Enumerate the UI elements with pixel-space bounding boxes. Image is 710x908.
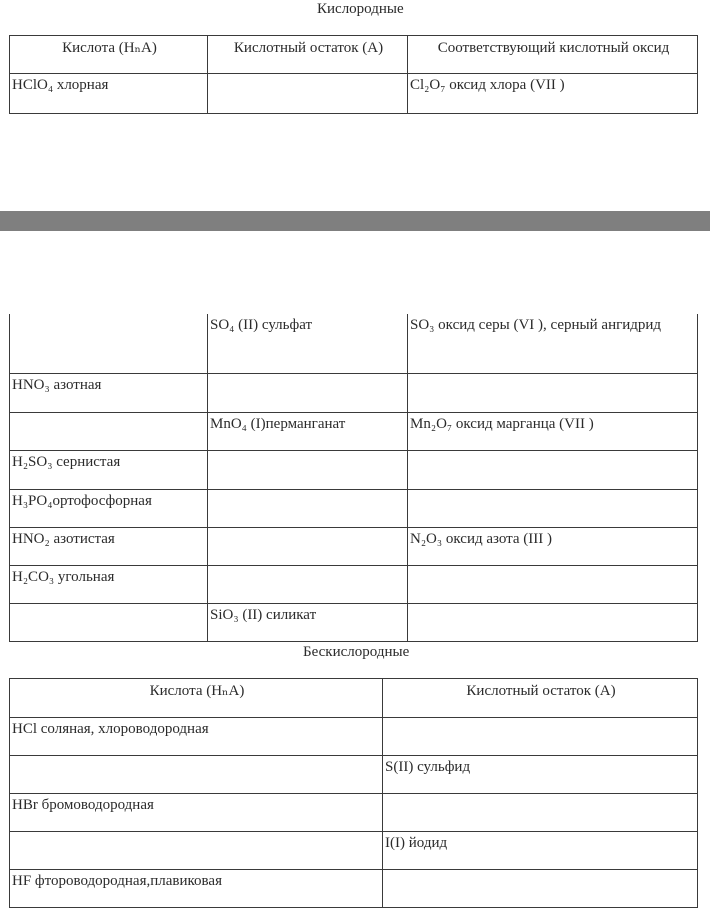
oxygen-free-acids-table	[9, 678, 698, 908]
cell-residue: S(II) сульфид	[383, 756, 698, 794]
cell-residue: SO₄ (II) сульфат	[208, 314, 408, 373]
cell-acid: H₃PO₄ортофосфорная	[10, 489, 208, 527]
section-title-oxygen-free: Бескислородные	[303, 644, 410, 660]
table-row	[10, 373, 698, 412]
cell-oxide	[408, 450, 698, 489]
cell-residue	[208, 527, 408, 565]
cell-acid: HF фтороводородная,плавиковая	[10, 870, 383, 908]
table-row	[10, 565, 698, 603]
table-header-row	[10, 679, 698, 718]
column-header-acid: Кислота (HₙA)	[10, 36, 208, 74]
cell-acid	[10, 603, 208, 641]
table-row	[10, 489, 698, 527]
column-header-oxide: Соответствующий кислотный оксид	[408, 36, 698, 74]
cell-oxide: Mn₂O₇ оксид марганца (VII )	[408, 412, 698, 450]
column-header-residue: Кислотный остаток (A)	[383, 679, 698, 718]
cell-acid	[10, 314, 208, 373]
column-header-residue: Кислотный остаток (A)	[208, 36, 408, 74]
page-separator	[0, 211, 710, 231]
table-row	[10, 314, 698, 373]
cell-oxide	[408, 373, 698, 412]
cell-acid: HBr бромоводородная	[10, 794, 383, 832]
table-row	[10, 74, 698, 114]
table-row	[10, 832, 698, 870]
cell-residue	[383, 794, 698, 832]
cell-residue: SiO₃ (II) силикат	[208, 603, 408, 641]
cell-oxide: N₂O₃ оксид азота (III )	[408, 527, 698, 565]
cell-residue	[383, 870, 698, 908]
table-row	[10, 412, 698, 450]
cell-acid	[10, 832, 383, 870]
section-title-oxygen: Кислородные	[317, 1, 404, 17]
cell-oxide	[408, 489, 698, 527]
cell-residue	[383, 718, 698, 756]
cell-acid: HNO₃ азотная	[10, 373, 208, 412]
cell-acid	[10, 412, 208, 450]
table-row	[10, 450, 698, 489]
cell-acid: HNO₂ азотистая	[10, 527, 208, 565]
cell-acid: HCl соляная, хлороводородная	[10, 718, 383, 756]
cell-residue	[208, 565, 408, 603]
cell-residue	[208, 450, 408, 489]
table-header-row	[10, 36, 698, 74]
table-row	[10, 794, 698, 832]
cell-residue: I(I) йодид	[383, 832, 698, 870]
cell-residue	[208, 489, 408, 527]
table-row	[10, 603, 698, 641]
cell-residue	[208, 74, 408, 114]
column-header-acid: Кислота (HₙA)	[10, 679, 383, 718]
cell-oxide: Cl₂O₇ оксид хлора (VII )	[408, 74, 698, 114]
cell-residue	[208, 373, 408, 412]
table-row	[10, 870, 698, 908]
oxygen-acids-table-continued	[9, 314, 698, 642]
cell-oxide	[408, 565, 698, 603]
cell-residue: MnO₄ (I)перманганат	[208, 412, 408, 450]
cell-acid: H₂SO₃ сернистая	[10, 450, 208, 489]
oxygen-acids-table	[9, 35, 698, 114]
cell-acid	[10, 756, 383, 794]
table-row	[10, 718, 698, 756]
table-row	[10, 527, 698, 565]
cell-acid: H₂CO₃ угольная	[10, 565, 208, 603]
cell-oxide	[408, 603, 698, 641]
table-row	[10, 756, 698, 794]
cell-acid: HClO₄ хлорная	[10, 74, 208, 114]
cell-oxide: SO₃ оксид серы (VI ), серный ангидрид	[408, 314, 698, 373]
